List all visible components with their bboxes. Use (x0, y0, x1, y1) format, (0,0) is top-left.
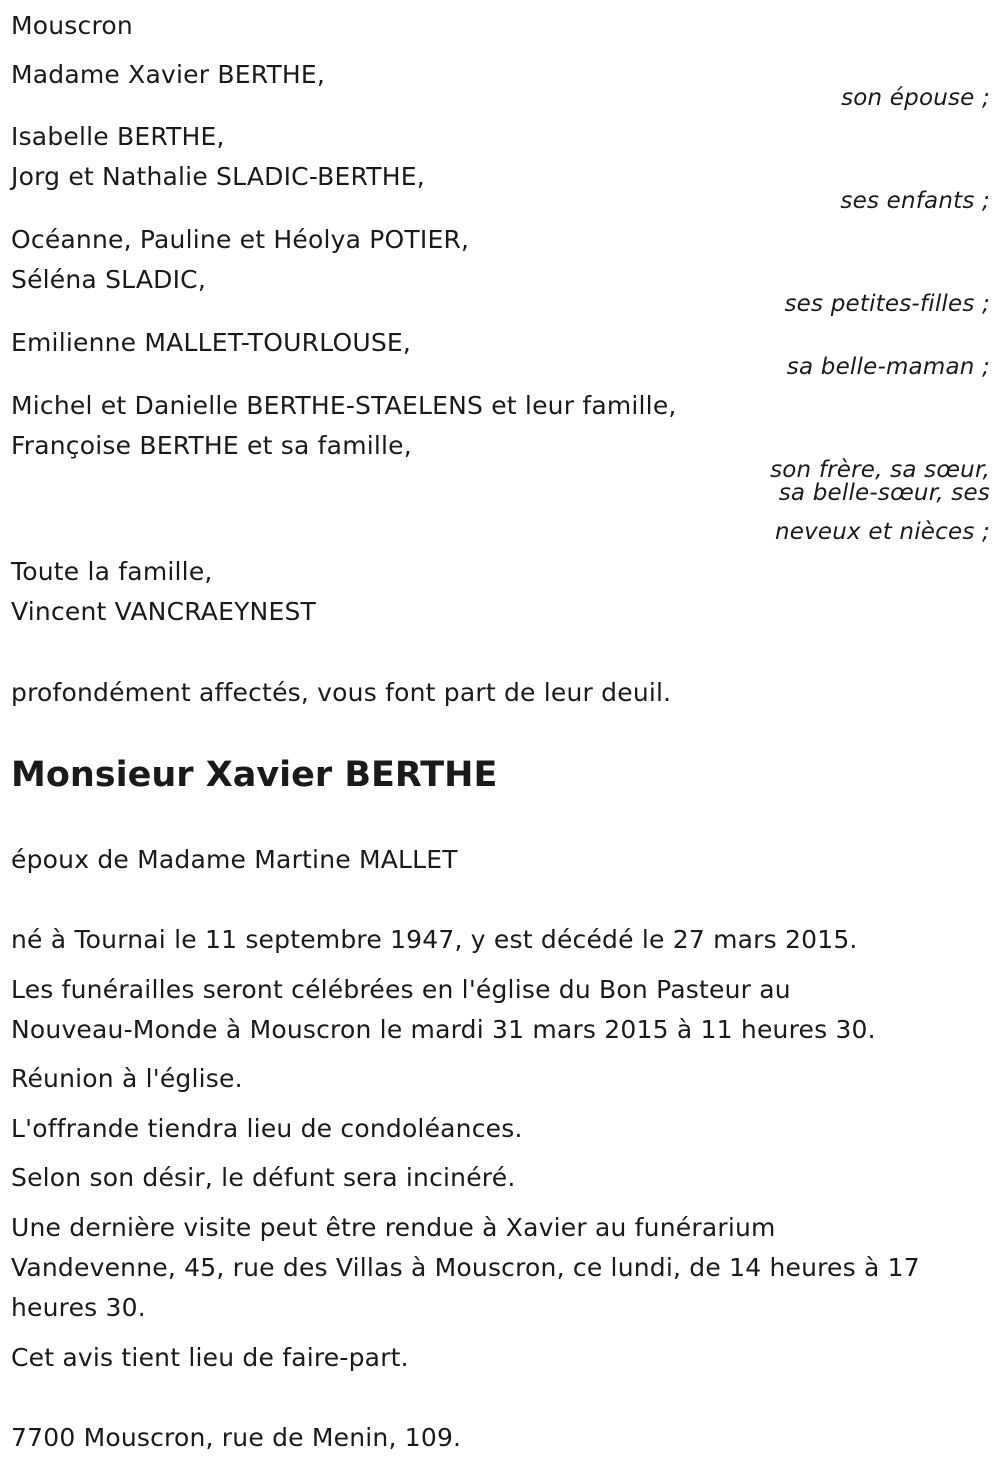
family-relation: ses enfants ; (840, 188, 990, 214)
family-name-line: Isabelle BERTHE, (11, 122, 225, 151)
family-name-line: Séléna SLADIC, (11, 265, 206, 294)
family-name-line: Vincent VANCRAEYNEST (11, 597, 316, 626)
family-name-line: Océanne, Pauline et Héolya POTIER, (11, 225, 470, 254)
notice-line: Cet avis tient lieu de faire-part. (11, 1343, 409, 1372)
visit-line: Vandevenne, 45, rue des Villas à Mouscron, ce lundi, de 14 heures à 17 (11, 1253, 920, 1282)
family-relation-line: neveux et nièces ; (774, 519, 990, 545)
deceased-name: Monsieur Xavier BERTHE (11, 755, 498, 795)
family-name-line: Françoise BERTHE et sa famille, (11, 431, 412, 460)
meeting-line: Réunion à l'église. (11, 1064, 243, 1093)
cremation-line: Selon son désir, le défunt sera incinéré. (11, 1163, 516, 1192)
birth-death-line: né à Tournai le 11 septembre 1947, y est décédé le 27 mars 2015. (11, 925, 858, 954)
family-relation: sa belle-maman ; (786, 354, 990, 380)
family-relation: ses petites-filles ; (784, 291, 990, 317)
spouse-line: époux de Madame Martine MALLET (11, 845, 458, 874)
family-name-line: Michel et Danielle BERTHE-STAELENS et leur famille, (11, 391, 677, 420)
family-relation: son épouse ; (841, 85, 990, 111)
city-heading: Mouscron (11, 11, 133, 40)
family-name-line: Toute la famille, (11, 557, 213, 586)
funeral-line: Les funérailles seront célébrées en l'église du Bon Pasteur au (11, 975, 791, 1004)
family-name-line: Emilienne MALLET-TOURLOUSE, (11, 328, 412, 357)
announcement-text: profondément affectés, vous font part de leur deuil. (11, 678, 672, 707)
visit-line: heures 30. (11, 1293, 146, 1322)
family-relation-line: son frère, sa sœur, (770, 457, 990, 483)
address-line: 7700 Mouscron, rue de Menin, 109. (11, 1423, 462, 1452)
family-name-line: Jorg et Nathalie SLADIC-BERTHE, (11, 162, 425, 191)
family-relation-line: sa belle-sœur, ses (778, 480, 990, 506)
family-name-line: Madame Xavier BERTHE, (11, 60, 326, 89)
offering-line: L'offrande tiendra lieu de condoléances. (11, 1114, 523, 1143)
visit-line: Une dernière visite peut être rendue à Xavier au funérarium (11, 1213, 776, 1242)
funeral-line: Nouveau-Monde à Mouscron le mardi 31 mars 2015 à 11 heures 30. (11, 1015, 876, 1044)
